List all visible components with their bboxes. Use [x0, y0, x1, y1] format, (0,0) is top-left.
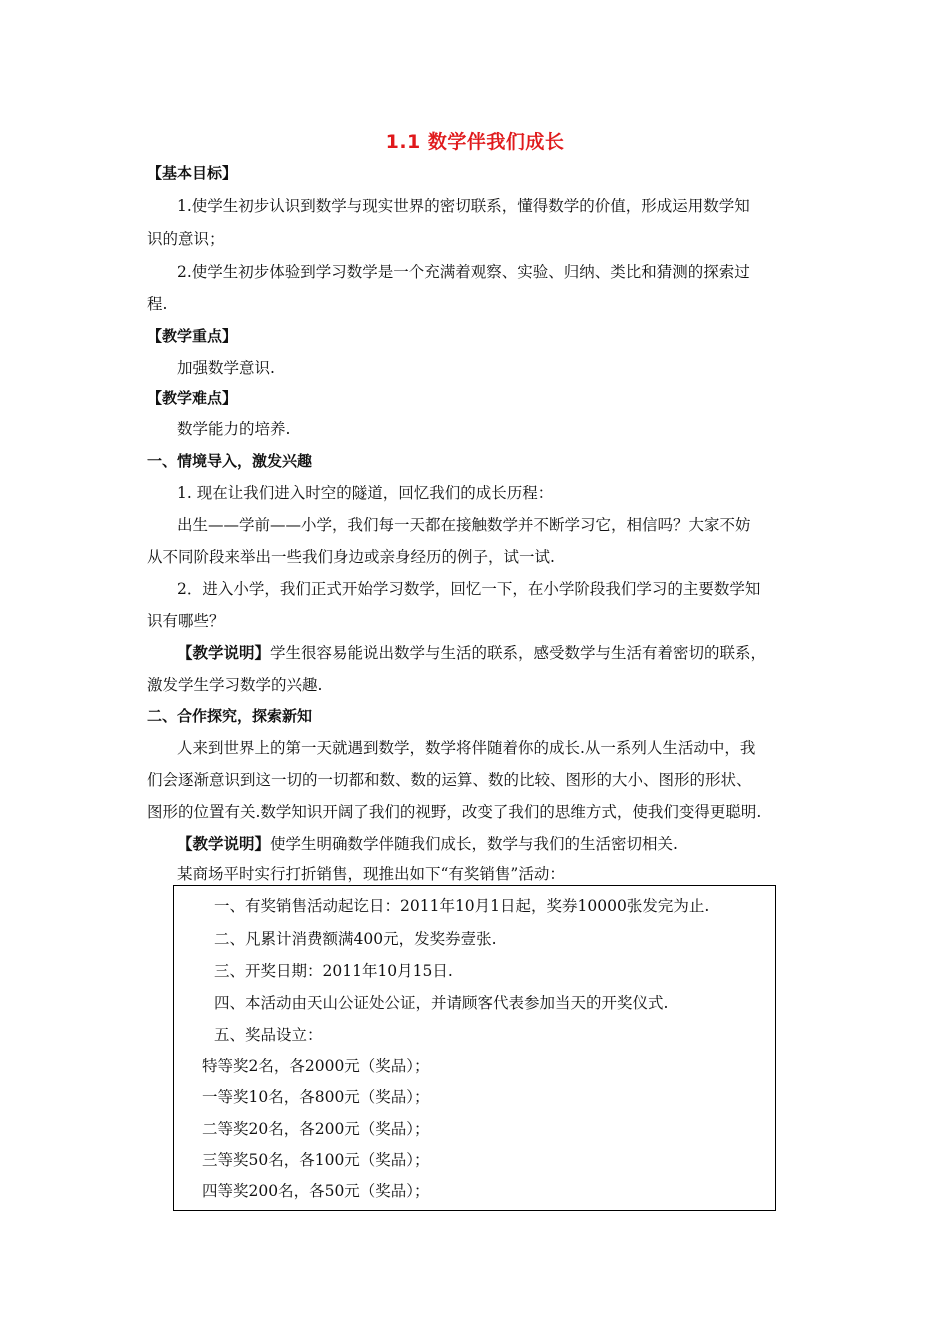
section-2-para-1-line-2: 们会逐渐意识到这一切的一切都和数、数的运算、数的比较、图形的大小、图形的形状、 [147, 771, 752, 789]
section-2-para-1-line-3: 图形的位置有关.数学知识开阔了我们的视野，改变了我们的思维方式，使我们变得更聪明. [147, 803, 762, 821]
page-title: 1.1 数学伴我们成长 [385, 131, 565, 153]
section-1-para-2-line-1: 出生——学前——小学，我们每一天都在接触数学并不断学习它，相信吗？大家不妨 [177, 516, 751, 534]
goal-1-line-1: 1.使学生初步认识到数学与现实世界的密切联系，懂得数学的价值，形成运用数学知 [177, 197, 750, 215]
heading-section-2: 二、合作探究，探索新知 [147, 707, 313, 725]
heading-section-1: 一、情境导入，激发兴趣 [147, 452, 313, 470]
heading-difficulties: 【教学难点】 [147, 389, 238, 407]
section-1-note-line-1 [177, 643, 766, 663]
promotion-line: 一、有奖销售活动起讫日：2011年10月1日起，奖券10000张发完为止. [214, 897, 710, 915]
section-2-note-text: 使学生明确数学伴随我们成长，数学与我们的生活密切相关. [270, 835, 678, 853]
prize-line: 二等奖20名，各200元（奖品）； [202, 1120, 430, 1138]
key-points-text: 加强数学意识. [177, 359, 275, 377]
section-1-para-3-line-2: 识有哪些？ [147, 612, 225, 630]
promotion-line: 四、本活动由天山公证处公证，并请顾客代表参加当天的开奖仪式. [214, 994, 669, 1012]
goal-2-line-2: 程. [147, 295, 168, 313]
section-1-para-1: 1. 现在让我们进入时空的隧道，回忆我们的成长历程： [177, 484, 554, 502]
section-1-note-line-2: 激发学生学习数学的兴趣. [147, 676, 323, 694]
difficulties-text: 数学能力的培养. [177, 420, 291, 438]
teaching-note-label: 【教学说明】 [177, 835, 271, 853]
section-1-note-text: 学生很容易能说出数学与生活的联系，感受数学与生活有着密切的联系， [270, 644, 767, 662]
prize-line: 三等奖50名，各100元（奖品）； [202, 1151, 430, 1169]
prize-line: 一等奖10名，各800元（奖品）； [202, 1088, 430, 1106]
goal-2-line-1: 2.使学生初步体验到学习数学是一个充满着观察、实验、归纳、类比和猜测的探索过 [177, 263, 750, 281]
section-1-para-3-line-1: 2．进入小学，我们正式开始学习数学，回忆一下，在小学阶段我们学习的主要数学知 [177, 580, 761, 598]
heading-key-points: 【教学重点】 [147, 327, 238, 345]
section-2-para-2: 某商场平时实行打折销售，现推出如下“有奖销售”活动： [177, 865, 565, 883]
section-2-note-line [177, 834, 678, 854]
goal-1-line-2: 识的意识； [147, 230, 225, 248]
promotion-line: 三、开奖日期：2011年10月15日. [214, 962, 453, 980]
section-2-para-1-line-1: 人来到世界上的第一天就遇到数学，数学将伴随着你的成长.从一系列人生活动中，我 [177, 739, 756, 757]
prize-line: 特等奖2名，各2000元（奖品）； [202, 1057, 430, 1075]
teaching-note-label: 【教学说明】 [177, 644, 271, 662]
prize-line: 四等奖200名，各50元（奖品）； [202, 1182, 430, 1200]
promotion-line: 二、凡累计消费额满400元，发奖券壹张. [214, 930, 497, 948]
heading-basic-goals: 【基本目标】 [147, 164, 238, 182]
section-1-para-2-line-2: 从不同阶段来举出一些我们身边或亲身经历的例子，试一试. [147, 548, 555, 566]
promotion-line: 五、奖品设立： [214, 1026, 323, 1044]
promotion-box [173, 885, 776, 1211]
